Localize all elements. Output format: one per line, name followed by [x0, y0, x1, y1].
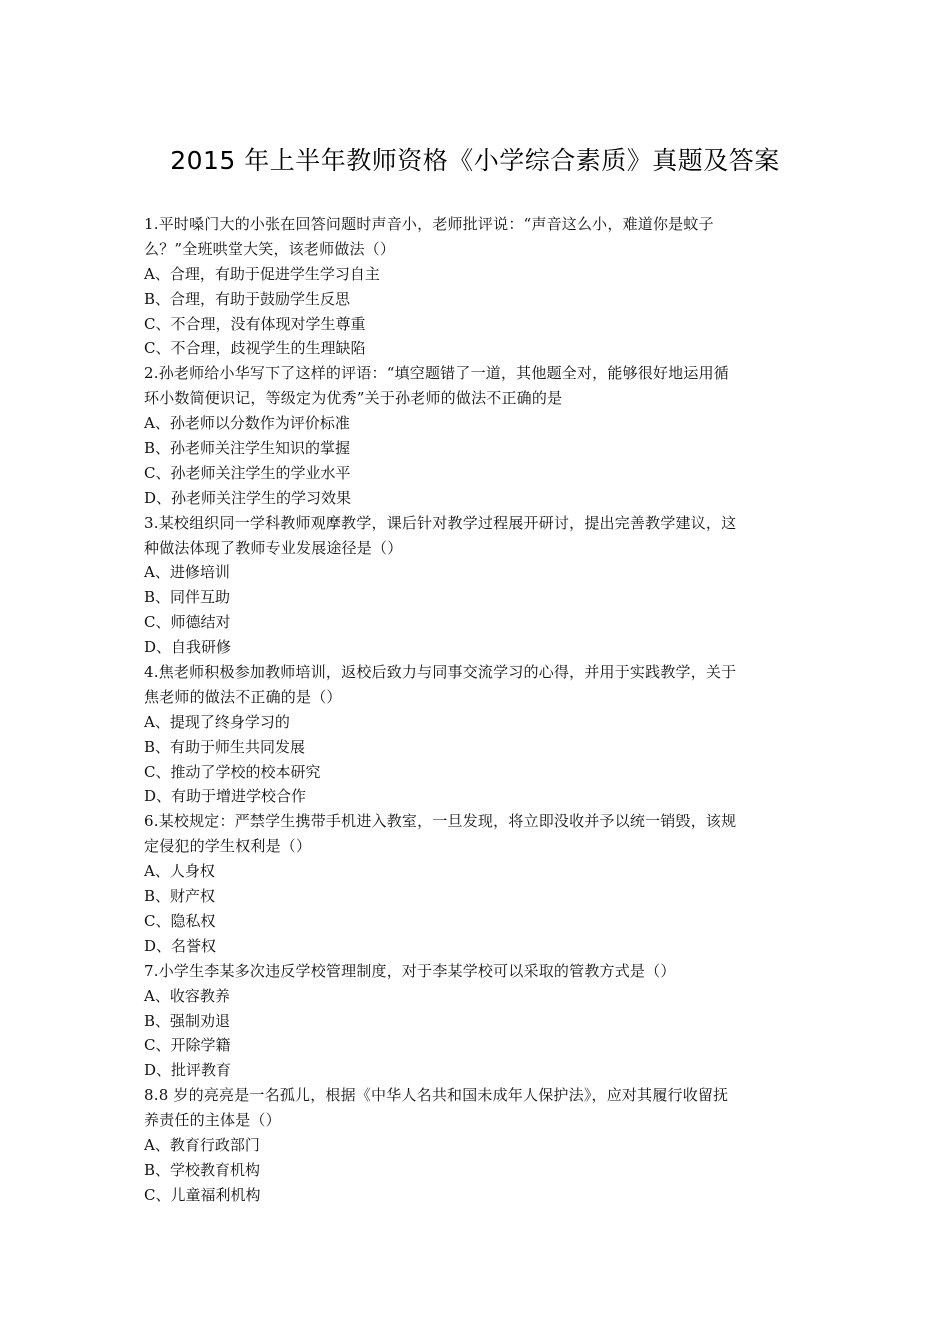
question-stem-line: 7.小学生李某多次违反学校管理制度，对于李某学校可以采取的管教方式是（）	[144, 961, 676, 980]
answer-option: D、名誉权	[144, 936, 217, 955]
question-1	[144, 212, 812, 361]
page-title: 2015 年上半年教师资格《小学综合素质》真题及答案	[170, 146, 780, 175]
question-4	[144, 660, 812, 809]
answer-option: A、进修培训	[144, 563, 230, 582]
question-stem-line: 6.某校规定：严禁学生携带手机进入教室，一旦发现，将立即没收并予以统一销毁，该规	[144, 812, 737, 831]
answer-option: B、孙老师关注学生知识的掌握	[144, 439, 351, 458]
question-3	[144, 511, 812, 660]
answer-option: B、强制劝退	[144, 1011, 231, 1030]
answer-option: A、提现了终身学习的	[144, 712, 290, 731]
questions-body	[144, 212, 812, 1208]
question-stem-line: 养责任的主体是（）	[144, 1111, 281, 1130]
question-stem-line: 定侵犯的学生权利是（）	[144, 837, 312, 856]
question-stem-line: 2.孙老师给小华写下了这样的评语：“填空题错了一道，其他题全对，能够很好地运用循	[144, 364, 729, 383]
answer-option: D、自我研修	[144, 638, 232, 657]
answer-option: C、不合理，歧视学生的生理缺陷	[144, 339, 366, 358]
answer-option: C、孙老师关注学生的学业水平	[144, 463, 351, 482]
answer-option: B、同伴互助	[144, 588, 231, 607]
question-stem-line: 8.8 岁的亮亮是一名孤儿，根据《中华人名共和国未成年人保护法》，应对其履行收留抚	[144, 1086, 729, 1105]
answer-option: A、教育行政部门	[144, 1135, 260, 1154]
answer-option: B、有助于师生共同发展	[144, 737, 306, 756]
answer-option: C、开除学籍	[144, 1036, 231, 1055]
question-stem-line: 种做法体现了教师专业发展途径是（）	[144, 538, 403, 557]
answer-option: C、儿童福利机构	[144, 1185, 261, 1204]
question-stem-line: 环小数简便识记，等级定为优秀”关于孙老师的做法不正确的是	[144, 389, 563, 408]
question-stem-line: 么？”全班哄堂大笑，该老师做法（）	[144, 239, 396, 258]
answer-option: C、隐私权	[144, 911, 216, 930]
question-2	[144, 361, 812, 510]
answer-option: B、财产权	[144, 887, 216, 906]
answer-option: D、批评教育	[144, 1061, 232, 1080]
question-8	[144, 1083, 812, 1207]
answer-option: A、人身权	[144, 862, 215, 881]
answer-option: D、孙老师关注学生的学习效果	[144, 488, 352, 507]
answer-option: C、不合理，没有体现对学生尊重	[144, 314, 366, 333]
question-7	[144, 959, 812, 1083]
answer-option: D、有助于增进学校合作	[144, 787, 307, 806]
question-6	[144, 809, 812, 958]
answer-option: C、推动了学校的校本研究	[144, 762, 321, 781]
answer-option: B、学校教育机构	[144, 1160, 261, 1179]
question-stem-line: 1.平时嗓门大的小张在回答问题时声音小，老师批评说：“声音这么小，难道你是蚊子	[144, 215, 714, 233]
answer-option: C、师德结对	[144, 613, 231, 632]
answer-option: A、合理，有助于促进学生学习自主	[144, 264, 380, 283]
question-stem-line: 4.焦老师积极参加教师培训，返校后致力与同事交流学习的心得，并用于实践教学，关于	[144, 663, 737, 682]
question-stem-line: 3.某校组织同一学科教师观摩教学，课后针对教学过程展开研讨，提出完善教学建议，这	[144, 513, 737, 532]
answer-option: B、合理，有助于鼓励学生反思	[144, 289, 351, 308]
question-stem-line: 焦老师的做法不正确的是（）	[144, 687, 342, 706]
answer-option: A、孙老师以分数作为评价标准	[144, 414, 350, 433]
answer-option: A、收容教养	[144, 986, 230, 1005]
